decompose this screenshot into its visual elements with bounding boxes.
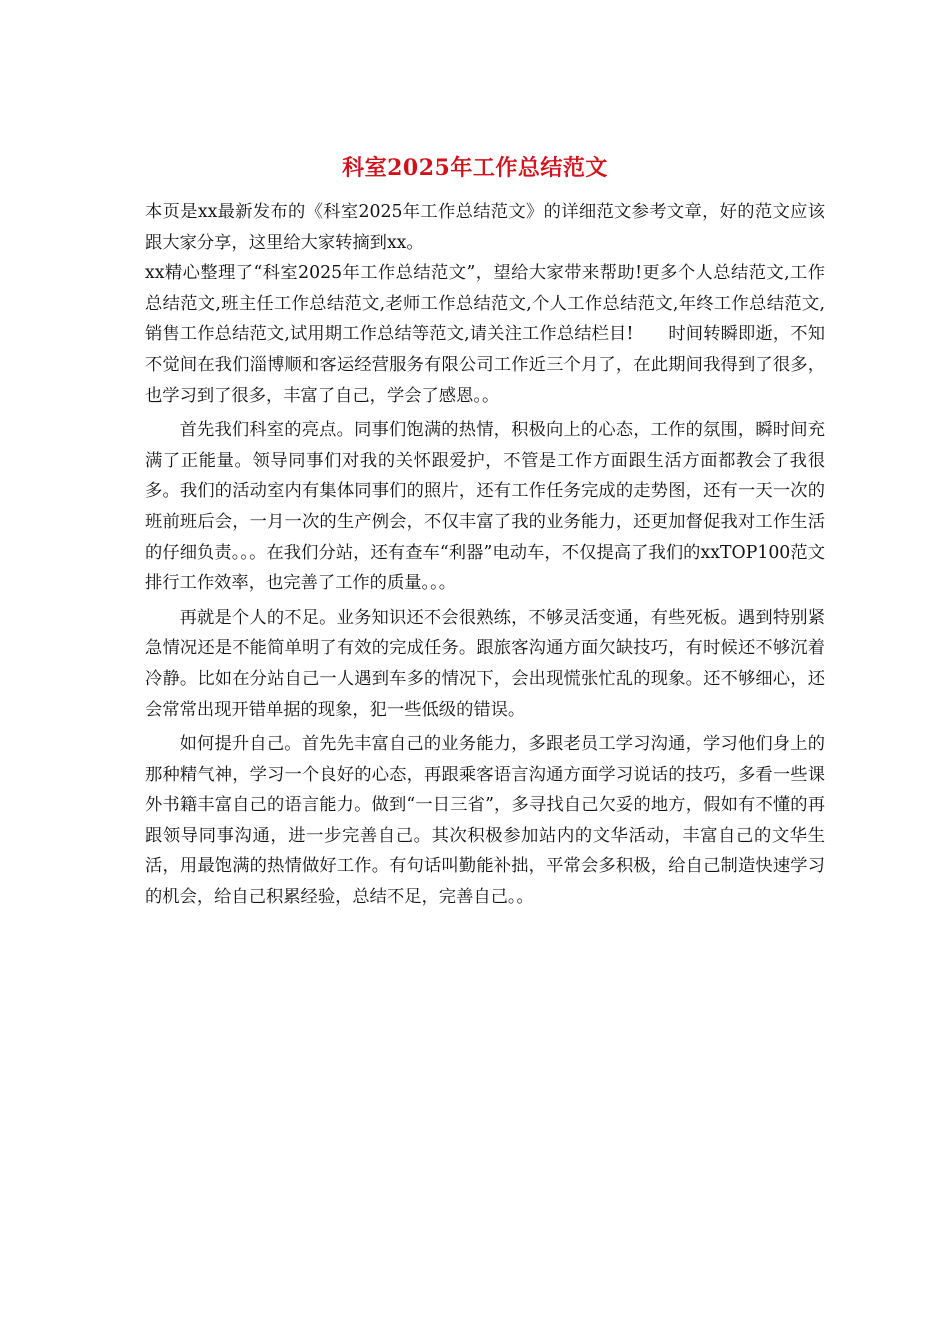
paragraph-improvement: 如何提升自己。首先先丰富自己的业务能力，多跟老员工学习沟通，学习他们身上的那种精气神，学习一个良好的心态，再跟乘客语言沟通方面学习说话的技巧，多看一些课外书籍丰富自己的语言能力。做到“一日三省”，多寻找自己欠妥的地方，假如有不懂的再跟领导同事沟通，进一步完善自己。其次积极参加站内的文华活动，丰富自己的文华生活，用最饱满的热情做好工作。有句话叫勤能补拙，平常会多积极，给自己制造快速学习的机会，给自己积累经验，总结不足，完善自己。。 xyxy=(145,734,825,908)
paragraph-notice: xx精心整理了“科室2025年工作总结范文”，望给大家带来帮助!更多个人总结范文,工作总结范文,班主任工作总结范文,老师工作总结范文,个人工作总结范文,年终工作总结范文,销售工作总结范文,试用期工作总结等范文,请关注工作总结栏目! 时间转瞬即逝，不知不觉间在我们淄博顺和客运经营服务有限公司工作近三个月了，在此期间我得到了很多，也学习到了很多，丰富了自己，学会了感恩。。 xyxy=(145,263,825,406)
paragraph-highlights: 首先我们科室的亮点。同事们饱满的热情，积极向上的心态，工作的氛围，瞬时间充满了正能量。领导同事们对我的关怀跟爱护，不管是工作方面跟生活方面都教会了我很多。我们的活动室内有集体同事们的照片，还有工作任务完成的走势图，还有一天一次的班前班后会，一月一次的生产例会，不仅丰富了我的业务能力，还更加督促我对工作生活的仔细负责。。。在我们分站，还有查车“利器”电动车，不仅提高了我们的xxTOP100范文排行工作效率，也完善了工作的质量。。。 xyxy=(145,420,825,594)
document-body xyxy=(145,197,825,913)
paragraph-shortcomings: 再就是个人的不足。业务知识还不会很熟练，不够灵活变通，有些死板。遇到特别紧急情况还是不能简单明了有效的完成任务。跟旅客沟通方面欠缺技巧，有时候还不够沉着冷静。比如在分站自己一人遇到车多的情况下，会出现慌张忙乱的现象。还不够细心，还会常常出现开错单据的现象，犯一些低级的错误。 xyxy=(145,607,825,720)
document-title: 科室2025年工作总结范文 xyxy=(342,155,608,181)
paragraph-intro: 本页是xx最新发布的《科室2025年工作总结范文》的详细范文参考文章，好的范文应该跟大家分享，这里给大家转摘到xx。 xyxy=(145,202,825,253)
